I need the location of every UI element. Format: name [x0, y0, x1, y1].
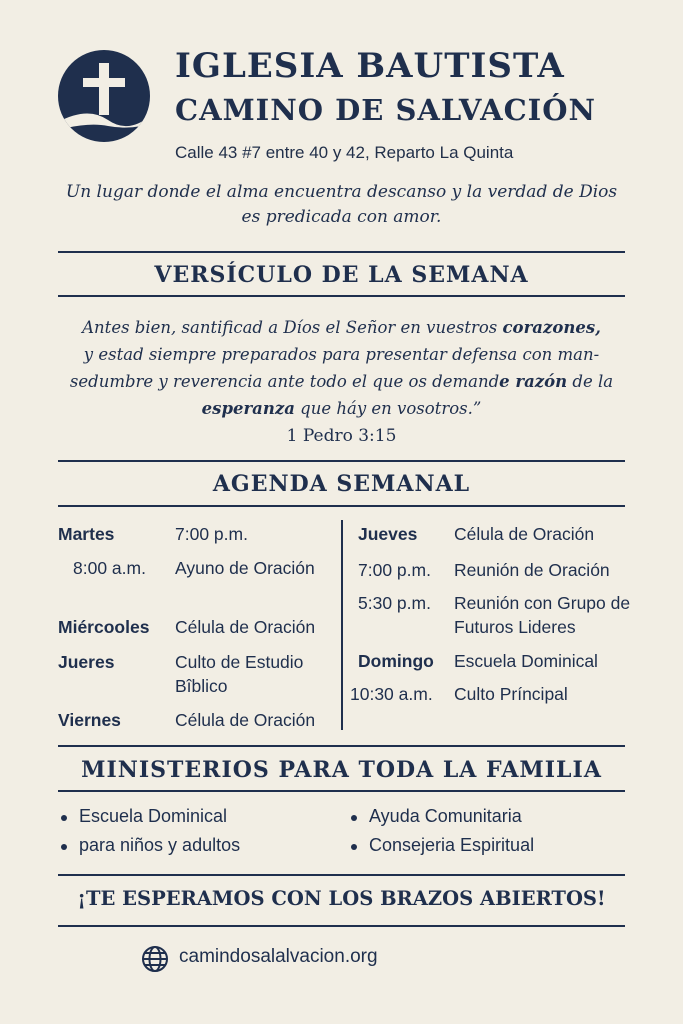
column-divider — [341, 520, 343, 730]
bullet-icon — [351, 844, 357, 850]
ministry-item: Escuela Dominical — [79, 806, 228, 826]
agenda-event: Culto de Estudio Bîblico — [175, 652, 304, 696]
verse-fragment: y estad siempre preparados para presentar defensa con man- — [83, 345, 600, 364]
agenda-event: 7:00 p.m. — [175, 524, 248, 544]
verse-emphasis: e razón — [499, 372, 568, 391]
verse-reference: 1 Pedro 3:15 — [286, 426, 397, 446]
cross-wave-icon — [58, 50, 150, 142]
divider — [58, 925, 625, 927]
agenda-time: 10:30 a.m. — [350, 684, 433, 704]
verse-fragment: que háy en vosotros.” — [294, 399, 482, 418]
agenda-event: Célula de Oración — [454, 524, 595, 544]
agenda-event: Ayuno de Oración — [175, 558, 315, 578]
verse-fragment: sedumbre y reverencia ante todo el que os demand — [69, 372, 500, 391]
divider — [58, 505, 625, 507]
ministry-item: Consejeria Espiritual — [369, 835, 535, 855]
divider — [58, 745, 625, 747]
tagline-line: es predicada con amor. — [241, 207, 442, 227]
ministry-item: Ayuda Comunitaria — [369, 806, 522, 826]
ministries-heading: MINISTERIOS PARA TODA LA FAMILIA — [81, 757, 602, 783]
agenda-day: Martes — [58, 524, 115, 544]
tagline — [40, 180, 643, 230]
agenda-event: Célula de Oración — [175, 710, 316, 730]
verse-fragment: Antes bien, santificad a Díos el Señor en vuestros — [82, 318, 503, 337]
tagline-line: Un lugar donde el alma encuentra descanso y la verdad de Dios — [65, 182, 618, 202]
agenda-day: Jueves — [358, 524, 418, 544]
agenda-event: Reunión con Grupo de Futuros Lideres — [454, 593, 631, 637]
globe-icon — [141, 945, 169, 973]
divider — [58, 874, 625, 876]
bullet-icon — [61, 815, 67, 821]
verse-text — [58, 314, 625, 422]
agenda-event: Escuela Dominical — [454, 651, 598, 671]
call-to-action: ¡TE ESPERAMOS CON LOS BRAZOS ABIERTOS! — [77, 887, 606, 910]
divider — [58, 295, 625, 297]
divider — [58, 251, 625, 253]
bullet-icon — [351, 815, 357, 821]
website-link[interactable]: camindosalalvacion.org — [179, 946, 378, 967]
agenda-time: 7:00 p.m. — [358, 560, 431, 580]
agenda-event: Culto Príncipal — [454, 684, 568, 704]
church-name-line1: IGLESIA BAUTISTA — [175, 46, 565, 86]
agenda-day: Domingo — [358, 651, 434, 671]
divider — [58, 460, 625, 462]
agenda-event: Reunión de Oración — [454, 560, 610, 580]
ministry-item: para niños y adultos — [79, 835, 241, 855]
agenda-time: 5:30 p.m. — [358, 593, 431, 613]
agenda-day: Miércooles — [58, 617, 150, 637]
verse-fragment: de la — [567, 372, 614, 391]
verse-emphasis: esperanza — [201, 399, 295, 418]
agenda-day: Viernes — [58, 710, 121, 730]
church-name-line2: CAMINO DE SALVACIÓN — [175, 93, 597, 127]
agenda-day: Jueres — [58, 652, 115, 672]
verse-heading: VERSÍCULO DE LA SEMANA — [154, 262, 529, 288]
agenda-event: Célula de Oración — [175, 617, 316, 637]
agenda-heading: AGENDA SEMANAL — [212, 471, 471, 497]
agenda-time: 8:00 a.m. — [73, 558, 146, 578]
address: Calle 43 #7 entre 40 y 42, Reparto La Quinta — [175, 143, 514, 162]
verse-emphasis: corazones, — [502, 318, 601, 337]
bullet-icon — [61, 844, 67, 850]
divider — [58, 790, 625, 792]
